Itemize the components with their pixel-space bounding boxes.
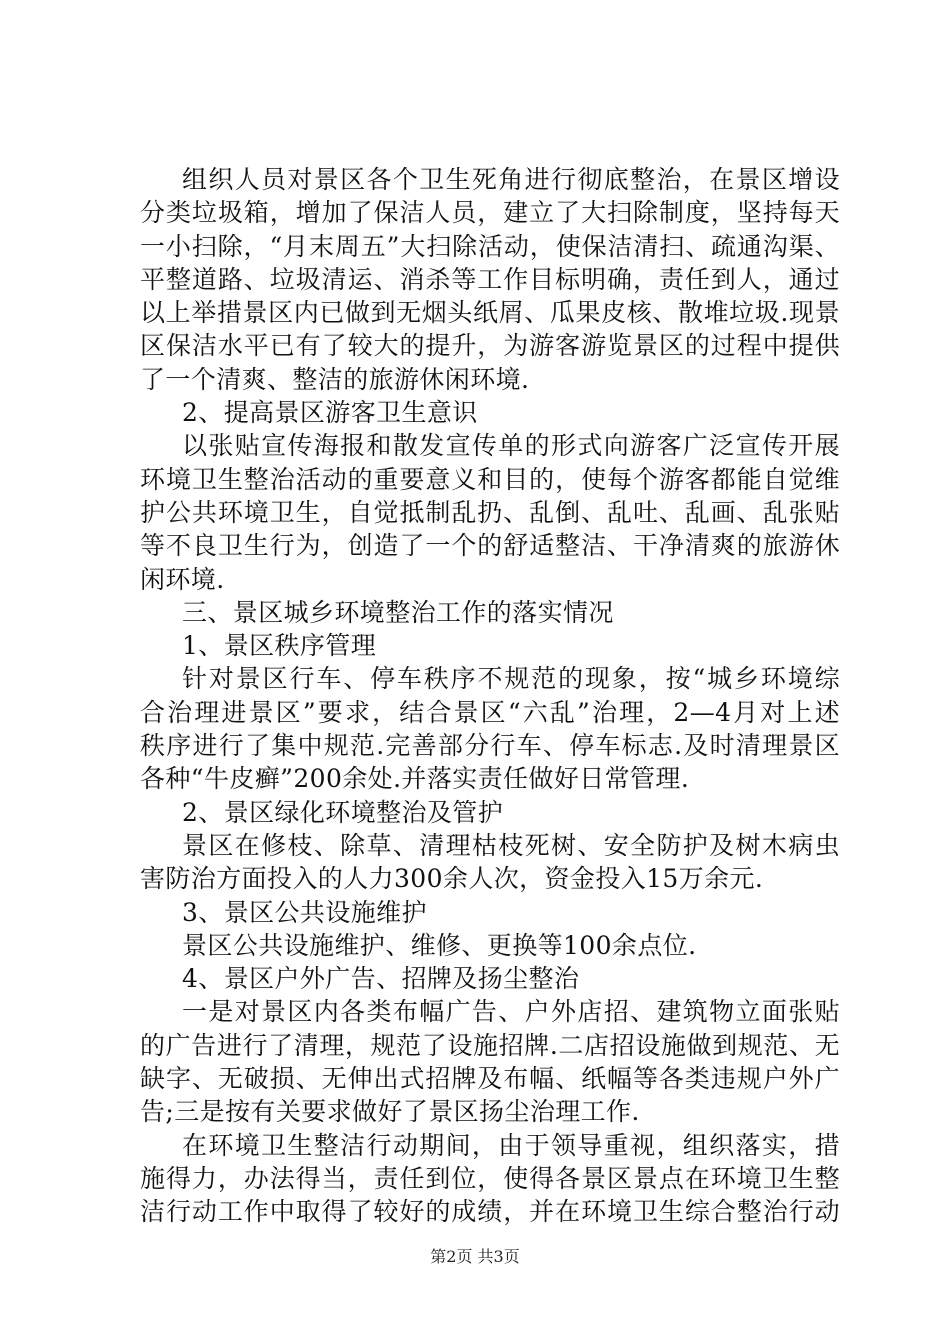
text-line: 施得力，办法得当，责任到位，使得各景区景点在环境卫生整 (140, 1163, 840, 1193)
text-line: 在环境卫生整洁行动期间，由于领导重视，组织落实，措 (182, 1130, 840, 1160)
section-heading: 2、提高景区游客卫生意识 (182, 398, 478, 428)
text-line: 害防治方面投入的人力300余人次，资金投入15万余元. (140, 864, 764, 894)
section-heading: 三、景区城乡环境整治工作的落实情况 (182, 597, 614, 627)
text-line: 了一个清爽、整洁的旅游休闲环境. (140, 364, 530, 394)
section-heading: 3、景区公共设施维护 (182, 897, 427, 927)
text-line: 各种“牛皮癣”200余处.并落实责任做好日常管理. (140, 764, 690, 794)
text-line: 环境卫生整治活动的重要意义和目的，使每个游客都能自觉维 (140, 464, 840, 494)
text-line: 区保洁水平已有了较大的提升，为游客游览景区的过程中提供 (140, 331, 840, 361)
text-line: 告;三是按有关要求做好了景区扬尘治理工作. (140, 1097, 640, 1127)
text-line: 平整道路、垃圾清运、消杀等工作目标明确，责任到人，通过 (140, 264, 840, 294)
document-body (140, 163, 840, 1229)
text-line: 景区在修枝、除草、清理枯枝死树、安全防护及树木病虫 (182, 830, 840, 860)
text-line: 的广告进行了清理，规范了设施招牌.二店招设施做到规范、无 (140, 1030, 840, 1060)
page-number-footer: 第2页 共3页 (430, 1247, 520, 1266)
text-line: 一是对景区内各类布幅广告、户外店招、建筑物立面张贴 (182, 997, 840, 1027)
text-line: 分类垃圾箱，增加了保洁人员，建立了大扫除制度，坚持每天 (140, 198, 840, 228)
text-line: 护公共环境卫生，自觉抵制乱扔、乱倒、乱吐、乱画、乱张贴 (140, 497, 840, 527)
section-heading: 1、景区秩序管理 (182, 631, 377, 661)
section-heading: 2、景区绿化环境整治及管护 (182, 797, 504, 827)
text-line: 以张贴宣传海报和散发宣传单的形式向游客广泛宣传开展 (182, 431, 840, 461)
text-line: 秩序进行了集中规范.完善部分行车、停车标志.及时清理景区 (140, 731, 840, 761)
text-line: 等不良卫生行为，创造了一个的舒适整洁、干净清爽的旅游休 (140, 531, 840, 561)
text-line: 针对景区行车、停车秩序不规范的现象，按“城乡环境综 (182, 664, 840, 694)
text-line: 闲环境. (140, 564, 225, 594)
text-line: 缺字、无破损、无伸出式招牌及布幅、纸幅等各类违规户外广 (140, 1064, 840, 1094)
text-line: 一小扫除，“月末周五”大扫除活动，使保洁清扫、疏通沟渠、 (140, 231, 840, 261)
text-line: 合治理进景区”要求，结合景区“六乱”治理，2—4月对上述 (140, 697, 840, 727)
text-line: 组织人员对景区各个卫生死角进行彻底整治，在景区增设 (182, 165, 840, 194)
text-line: 景区公共设施维护、维修、更换等100余点位. (182, 930, 697, 960)
section-heading: 4、景区户外广告、招牌及扬尘整治 (182, 964, 580, 994)
text-line: 洁行动工作中取得了较好的成绩，并在环境卫生综合整治行动 (140, 1197, 840, 1227)
text-line: 以上举措景区内已做到无烟头纸屑、瓜果皮核、散堆垃圾.现景 (140, 298, 840, 328)
